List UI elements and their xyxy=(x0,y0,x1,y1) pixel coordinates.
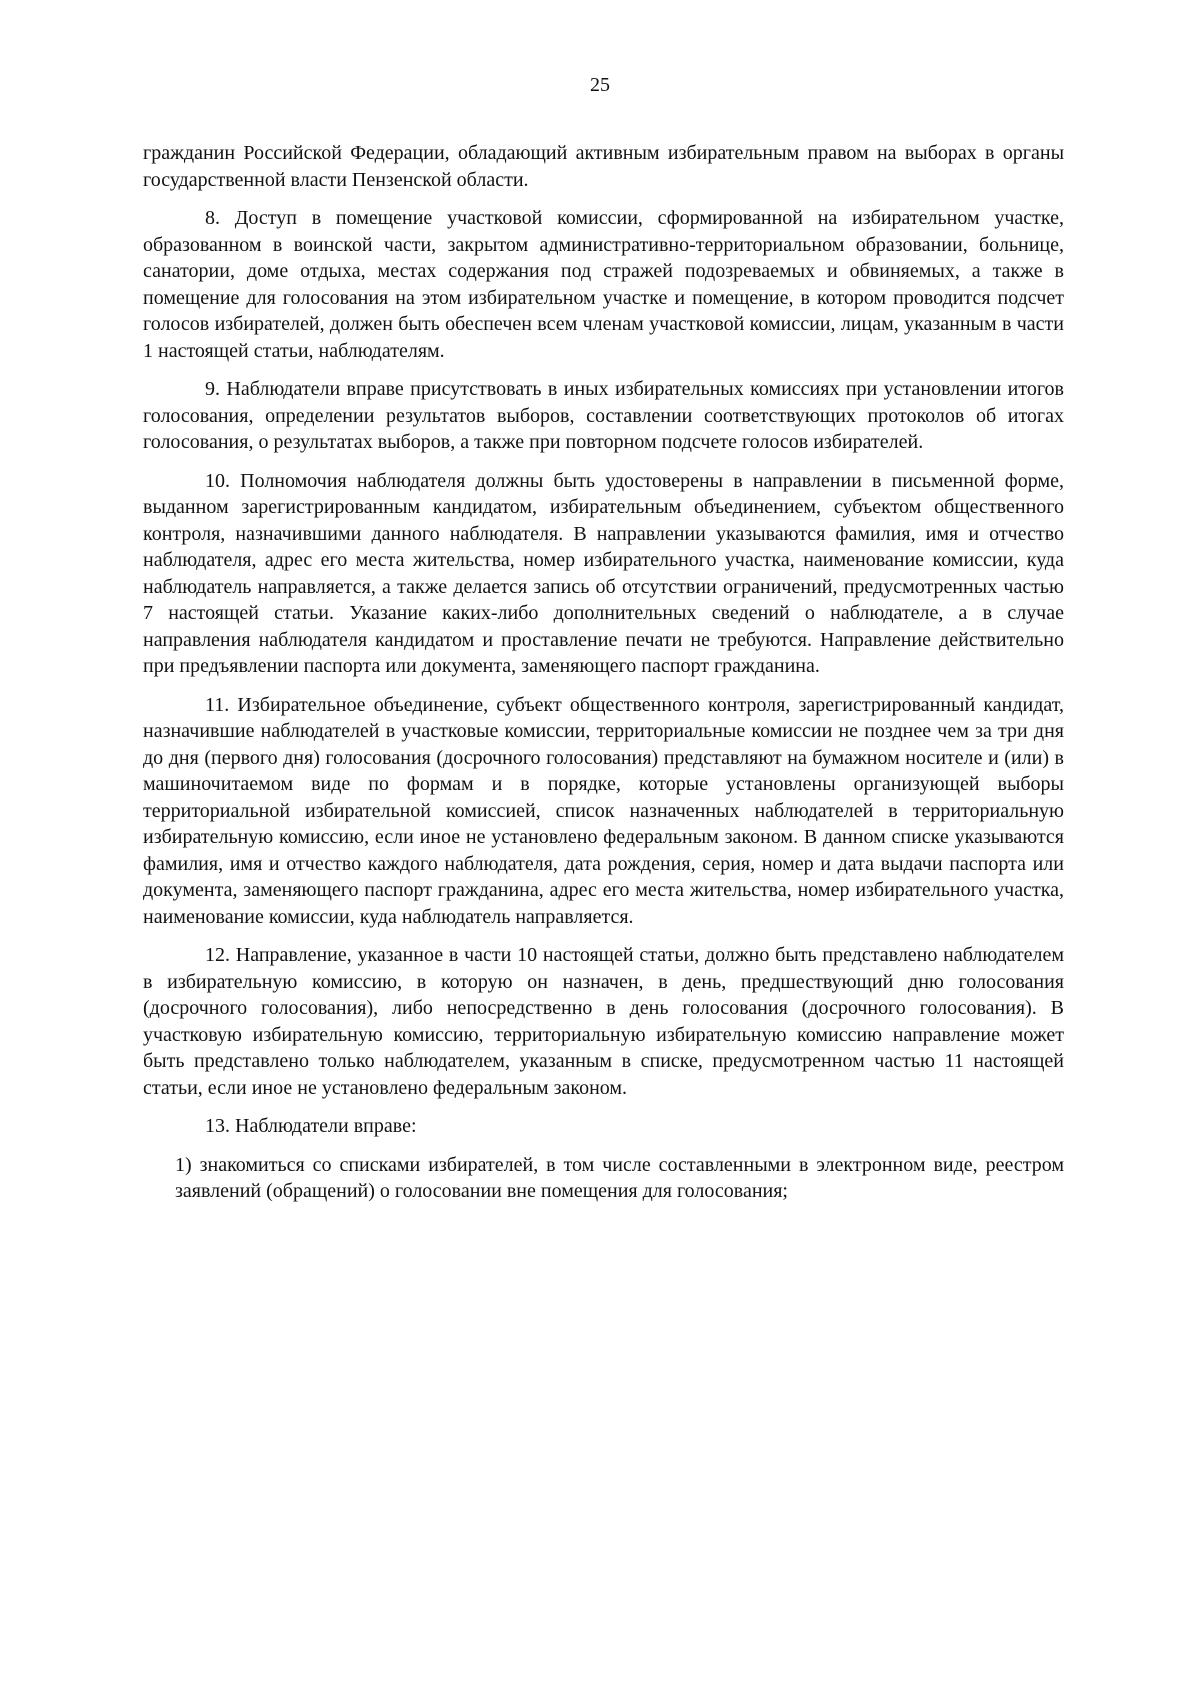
paragraph-item-13: 13. Наблюдатели вправе: xyxy=(205,1115,417,1137)
page-number: 25 xyxy=(590,74,610,96)
paragraph-item-10: 10. Полномочия наблюдателя должны быть удостоверены в направлении в письменной форме, выданном зарегистрированным кандидатом, избирательным объединением, субъектом общественного контроля, назначившими данного наблюдателя. В направлении указываются фамилия, имя и отчество наблюдателя, адрес его места жительства, номер избирательного участка, наименование комиссии, куда наблюдатель направляется, а также делается запись об отсутствии ограничений, предусмотренных частью 7 настоящей статьи. Указание каких-либо дополнительных сведений о наблюдателе, а в случае направления наблюдателя кандидатом и проставление печати не требуются. Направление действительно при предъявлении паспорта или документа, заменяющего паспорт гражданина. xyxy=(143,469,1064,677)
paragraph-item-8: 8. Доступ в помещение участковой комиссии, сформированной на избирательном участке, образованном в воинской части, закрытом административно-территориальном образовании, больнице, санатории, доме отдыха, местах содержания под стражей подозреваемых и обвиняемых, а также в помещение для голосования на этом избирательном участке и помещение, в котором проводится подсчет голосов избирателей, должен быть обеспечен всем членам участковой комиссии, лицам, указанным в части 1 настоящей статьи, наблюдателям. xyxy=(143,207,1064,362)
paragraph-continuation: гражданин Российской Федерации, обладающий активным избирательным правом на выборах в органы государственной власти Пензенской области. xyxy=(143,142,1064,191)
document-body xyxy=(143,140,1064,1217)
paragraph-item-9: 9. Наблюдатели вправе присутствовать в иных избирательных комиссиях при установлении итогов голосования, определении результатов выборов, составлении соответствующих протоколов об итогах голосования, о результатах выборов, а также при повторном подсчете голосов избирателей. xyxy=(143,378,1064,453)
paragraph-item-12: 12. Направление, указанное в части 10 настоящей статьи, должно быть представлено наблюдателем в избирательную комиссию, в которую он назначен, в день, предшествующий дню голосования (досрочного голосования), либо непосредственно в день голосования (досрочного голосования). В участковую избирательную комиссию, территориальную избирательную комиссию направление может быть представлено только наблюдателем, указанным в списке, предусмотренном частью 11 настоящей статьи, если иное не установлено федеральным законом. xyxy=(143,944,1064,1099)
paragraph-item-11: 11. Избирательное объединение, субъект общественного контроля, зарегистрированный кандидат, назначившие наблюдателей в участковые комиссии, территориальные комиссии не позднее чем за три дня до дня (первого дня) голосования (досрочного голосования) представляют на бумажном носителе и (или) в машиночитаемом виде по формам и в порядке, которые установлены организующей выборы территориальной избирательной комиссией, список назначенных наблюдателей в территориальную избирательную комиссию, если иное не установлено федеральным законом. В данном списке указываются фамилия, имя и отчество каждого наблюдателя, дата рождения, серия, номер и дата выдачи паспорта или документа, заменяющего паспорт гражданина, адрес его места жительства, номер избирательного участка, наименование комиссии, куда наблюдатель направляется. xyxy=(143,693,1064,928)
paragraph-subitem-1: 1) знакомиться со списками избирателей, в том числе составленными в электронном виде, реестром заявлений (обращений) о голосовании вне помещения для голосования; xyxy=(175,1153,1064,1202)
